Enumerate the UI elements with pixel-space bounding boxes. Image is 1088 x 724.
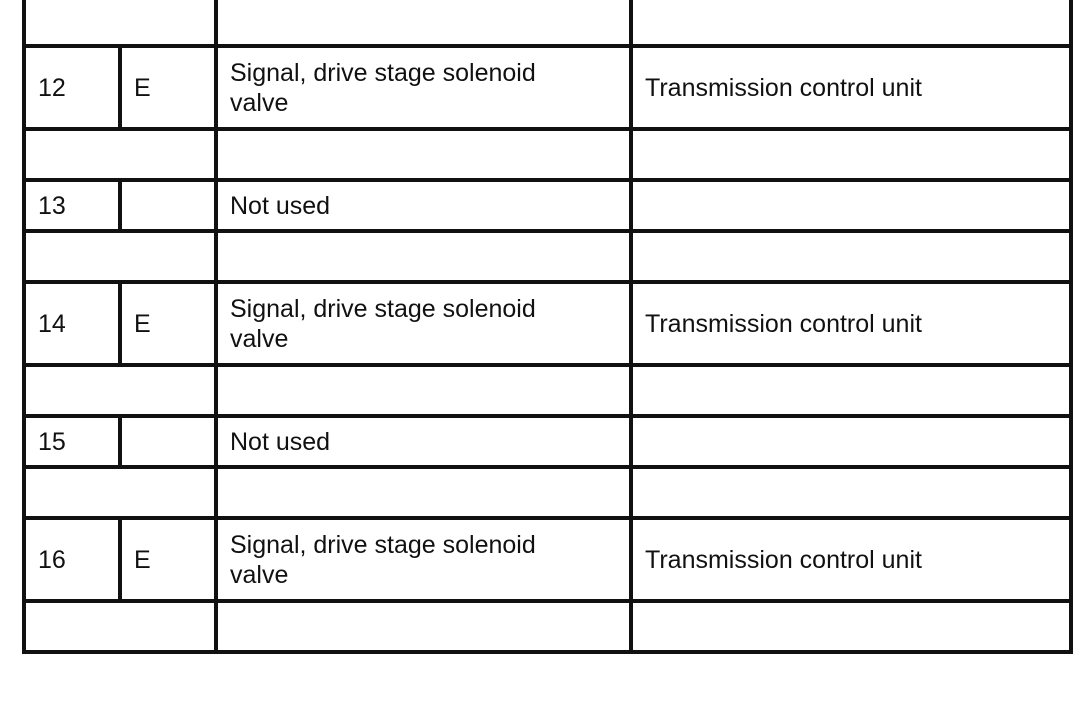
signal-type: E: [120, 282, 216, 365]
pin-number: 13: [24, 180, 120, 231]
table-row: [24, 518, 1071, 601]
pin-number: 12: [24, 46, 120, 129]
spacer-cell: [216, 231, 631, 282]
spacer-row: [24, 365, 1071, 416]
spacer-row: [24, 0, 1071, 46]
spacer-cell: [631, 467, 1071, 518]
signal-type: E: [120, 518, 216, 601]
pin-number: 15: [24, 416, 120, 467]
pin-assignment-table: [22, 0, 1073, 654]
table-row: [24, 46, 1071, 129]
spacer-cell: [631, 365, 1071, 416]
connected-to: Transmission control unit: [631, 46, 1071, 129]
spacer-cell: [631, 129, 1071, 180]
spacer-cell: [24, 601, 216, 652]
spacer-cell: [216, 467, 631, 518]
spacer-cell: [24, 231, 216, 282]
spacer-row: [24, 601, 1071, 652]
spacer-row: [24, 129, 1071, 180]
table-row: [24, 180, 1071, 231]
spacer-cell: [216, 365, 631, 416]
pin-number: 14: [24, 282, 120, 365]
spacer-cell: [631, 601, 1071, 652]
signal-type: [120, 180, 216, 231]
table-row: [24, 416, 1071, 467]
spacer-cell: [216, 601, 631, 652]
signal-description: Signal, drive stage solenoid valve: [216, 46, 631, 129]
signal-description: Not used: [216, 180, 631, 231]
spacer-row: [24, 231, 1071, 282]
signal-type: E: [120, 46, 216, 129]
signal-description: Signal, drive stage solenoid valve: [216, 518, 631, 601]
spacer-row: [24, 467, 1071, 518]
spacer-cell: [24, 365, 216, 416]
spacer-cell: [24, 129, 216, 180]
signal-description: Not used: [216, 416, 631, 467]
spacer-cell: [631, 0, 1071, 46]
spacer-cell: [216, 0, 631, 46]
connected-to: [631, 180, 1071, 231]
spacer-cell: [631, 231, 1071, 282]
signal-description: Signal, drive stage solenoid valve: [216, 282, 631, 365]
connected-to: [631, 416, 1071, 467]
pin-number: 16: [24, 518, 120, 601]
connected-to: Transmission control unit: [631, 518, 1071, 601]
spacer-cell: [216, 129, 631, 180]
signal-type: [120, 416, 216, 467]
spacer-cell: [24, 0, 216, 46]
table-row: [24, 282, 1071, 365]
connected-to: Transmission control unit: [631, 282, 1071, 365]
spacer-cell: [24, 467, 216, 518]
